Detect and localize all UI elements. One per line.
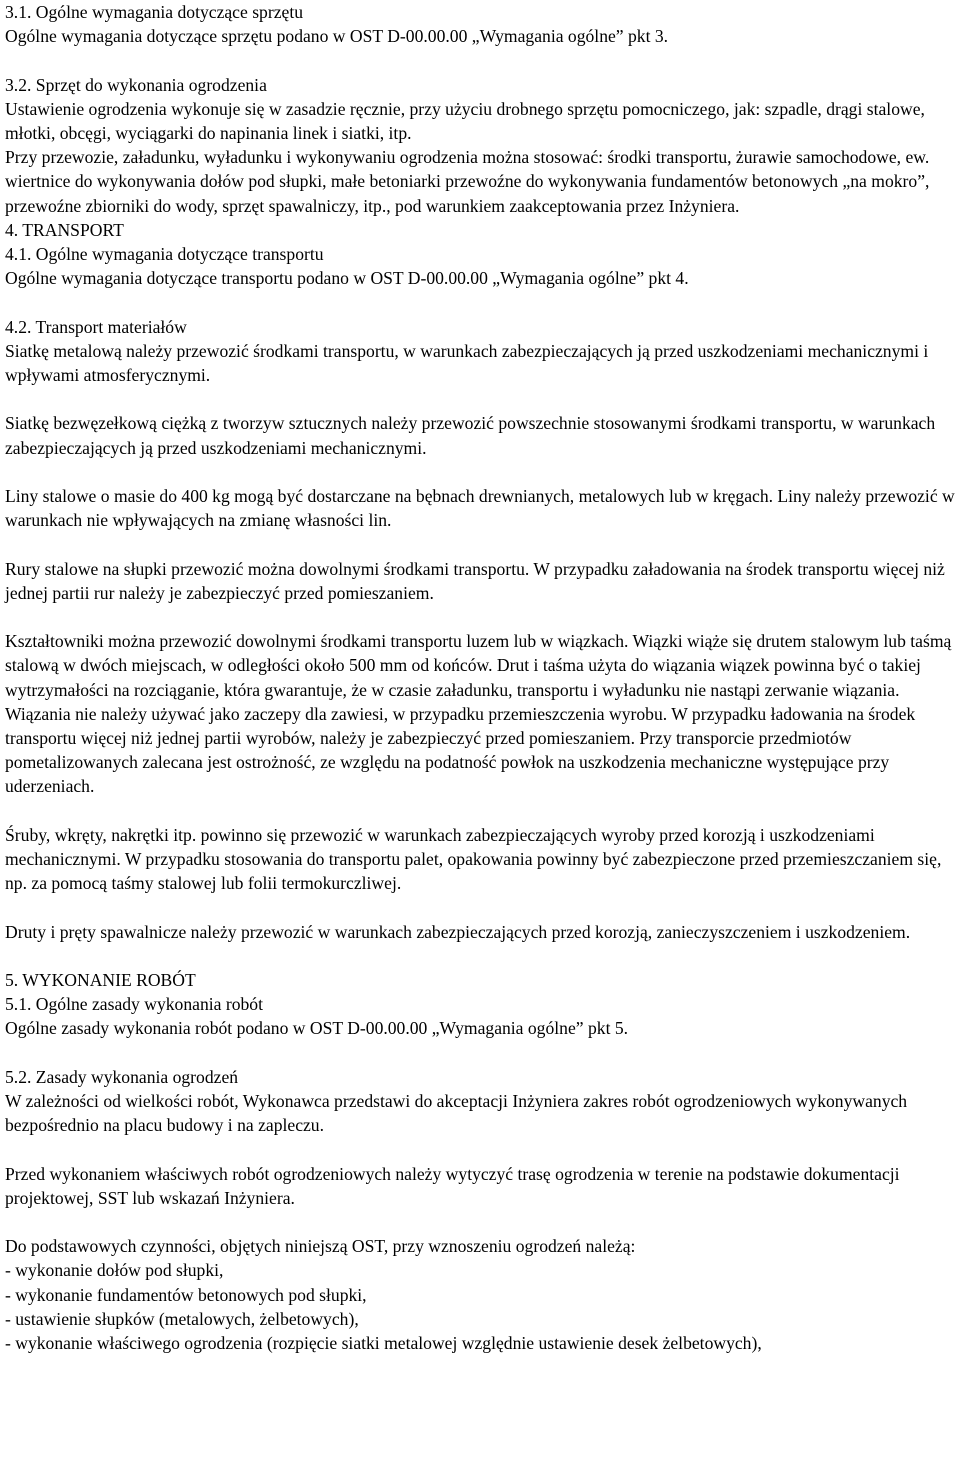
paragraph: Ogólne wymagania dotyczące transportu podano w OST D-00.00.00 „Wymagania ogólne” pkt 4.	[5, 268, 689, 289]
heading-5-2: 5.2. Zasady wykonania ogrodzeń	[5, 1066, 239, 1087]
heading-3-2: 3.2. Sprzęt do wykonania ogrodzenia	[5, 74, 267, 95]
blank-line	[5, 895, 958, 919]
blank-line	[5, 290, 958, 314]
paragraph: Kształtowniki można przewozić dowolnymi środkami transportu luzem lub w wiązkach. Wiązki wiąże się drutem stalowym lub taśmą stalową w dwóch miejscach, w odległości około 500 mm od końców. Drut i taśma użyta do wiązania wiązek powinna być o takiej wytrzymałości na rozciąganie, która gwarantuje, że w czasie załadunku, transportu i wyładunku nie nastąpi zerwanie wiązania. Wiązania nie należy używać jako zaczepy dla zawiesi, w przypadku przemieszczenia wyrobu. W przypadku ładowania na środek transportu więcej niż jednej partii wyrobów, należy je zabezpieczyć przed pomieszaniem. Przy transporcie przedmiotów pometalizowanych zalecana jest ostrożność, ze względu na podatność powłok na uszkodzenia mechaniczne występujące przy uderzeniach.	[5, 631, 952, 797]
paragraph: Ogólne zasady wykonania robót podano w OST D-00.00.00 „Wymagania ogólne” pkt 5.	[5, 1018, 629, 1039]
paragraph: Przy przewozie, załadunku, wyładunku i wykonywaniu ogrodzenia można stosować: środki transportu, żurawie samochodowe, ew. wiertnice do wykonywania dołów pod słupki, małe betoniarki przewoźne do wykonywania fundamentów betonowych „na mokro”, przewoźne zbiorniki do wody, sprzęt spawalniczy, itp., pod warunkiem zaakceptowania przez Inżyniera.	[5, 147, 930, 216]
paragraph: Śruby, wkręty, nakrętki itp. powinno się przewozić w warunkach zabezpieczających wyroby przed korozją i uszkodzeniami mechanicznymi. W przypadku stosowania do transportu palet, opakowania powinny być zabezpieczone przed przemieszczaniem się, np. za pomocą taśmy stalowej lub folii termokurczliwej.	[5, 824, 942, 894]
paragraph: Druty i pręty spawalnicze należy przewozić w warunkach zabezpieczających przed korozją, zanieczyszczeniem i uszkodzeniem.	[5, 921, 911, 942]
list-item: - wykonanie właściwego ogrodzenia (rozpięcie siatki metalowej względnie ustawienie desek żelbetowych),	[5, 1332, 762, 1353]
heading-5-1: 5.1. Ogólne zasady wykonania robót	[5, 994, 263, 1015]
list-item: - wykonanie fundamentów betonowych pod słupki,	[5, 1284, 367, 1305]
section-5-2	[5, 1065, 958, 1138]
blank-line	[5, 1210, 958, 1234]
list-item: - wykonanie dołów pod słupki,	[5, 1260, 224, 1281]
heading-3-1: 3.1. Ogólne wymagania dotyczące sprzętu	[5, 2, 304, 22]
blank-line	[5, 48, 958, 72]
heading-4: 4. TRANSPORT	[5, 219, 124, 240]
paragraph: W zależności od wielkości robót, Wykonawca przedstawi do akceptacji Inżyniera zakres robót ogrodzeniowych wykonywanych bezpośrednio na placu budowy i na zapleczu.	[5, 1090, 908, 1136]
paragraph: Rury stalowe na słupki przewozić można dowolnymi środkami transportu. W przypadku załadowania na środek transportu więcej niż jednej partii rur należy je zabezpieczyć przed pomieszaniem.	[5, 558, 945, 603]
paragraph: Przed wykonaniem właściwych robót ogrodzeniowych należy wytyczyć trasę ogrodzenia w terenie na podstawie dokumentacji projektowej, SST lub wskazań Inżyniera.	[5, 1163, 900, 1208]
paragraph: Liny stalowe o masie do 400 kg mogą być dostarczane na bębnach drewnianych, metalowych lub w kręgach. Liny należy przewozić w warunkach nie wpływających na zmianę własności lin.	[5, 486, 955, 531]
heading-5: 5. WYKONANIE ROBÓT	[5, 969, 196, 990]
paragraph: Do podstawowych czynności, objętych niniejszą OST, przy wznoszeniu ogrodzeń należą:	[5, 1236, 636, 1257]
heading-4-1: 4.1. Ogólne wymagania dotyczące transportu	[5, 244, 324, 265]
blank-line	[5, 532, 958, 556]
blank-line	[5, 944, 958, 968]
paragraph: Ustawienie ogrodzenia wykonuje się w zasadzie ręcznie, przy użyciu drobnego sprzętu pomocniczego, jak: szpadle, drągi stalowe, młotki, obcęgi, wyciągarki do napinania linek i siatki, itp.	[5, 98, 925, 143]
paragraph: Siatkę bezwęzełkową ciężką z tworzyw sztucznych należy przewozić powszechnie stosowanymi środkami transportu, w warunkach zabezpieczających ją przed uszkodzeniami mechanicznymi.	[5, 413, 936, 458]
paragraph: Siatkę metalową należy przewozić środkami transportu, w warunkach zabezpieczających ją przed uszkodzeniami mechanicznymi i wpływami atmosferycznymi.	[5, 340, 929, 386]
blank-line	[5, 799, 958, 823]
list-item: - ustawienie słupków (metalowych, żelbetowych),	[5, 1308, 359, 1329]
blank-line	[5, 1041, 958, 1065]
blank-line	[5, 460, 958, 484]
section-3-2	[5, 73, 958, 291]
blank-line	[5, 605, 958, 629]
section-4-2	[5, 315, 958, 388]
heading-4-2: 4.2. Transport materiałów	[5, 316, 187, 337]
section-3-1	[5, 0, 958, 48]
paragraph: Ogólne wymagania dotyczące sprzętu podano w OST D-00.00.00 „Wymagania ogólne” pkt 3.	[5, 26, 669, 47]
section-5	[5, 968, 958, 1041]
blank-line	[5, 387, 958, 411]
blank-line	[5, 1137, 958, 1161]
task-list	[5, 1234, 958, 1355]
